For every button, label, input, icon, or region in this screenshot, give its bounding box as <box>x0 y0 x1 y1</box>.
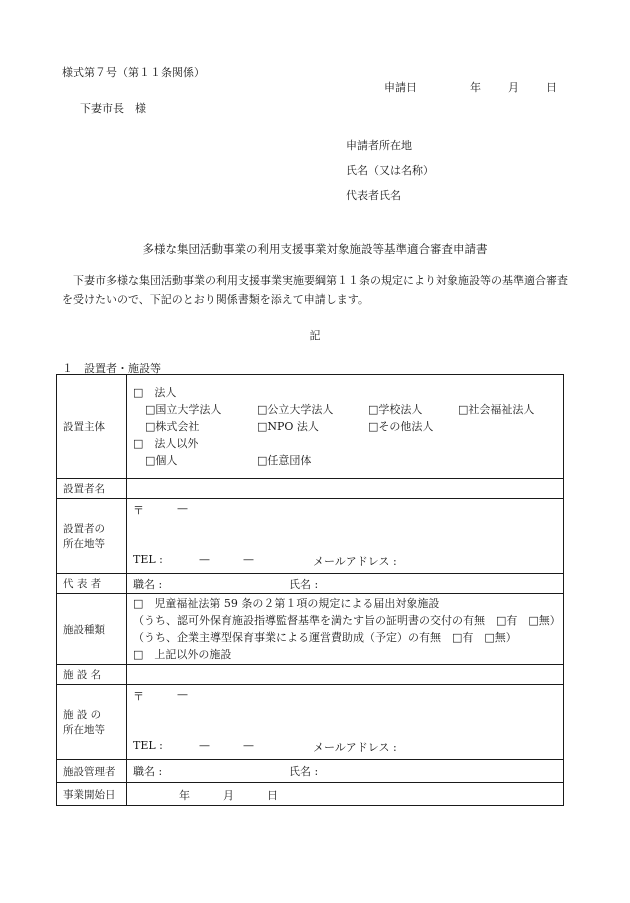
option-npo[interactable]: □NPO 法人 <box>257 420 319 433</box>
email-label: メールアドレス : <box>313 554 397 568</box>
tel-label: TEL : <box>133 552 163 566</box>
option-social-welfare[interactable]: □社会福祉法人 <box>458 403 535 416</box>
setter-type-options <box>127 375 564 479</box>
setter-address-label-1: 設置者の <box>63 523 105 535</box>
document-title: 多様な集団活動事業の利用支援事業対象施設等基準適合審査申請書 <box>142 242 488 256</box>
option-individual[interactable]: □個人 <box>145 454 178 467</box>
row-facility-address <box>57 685 564 760</box>
ki-heading: 記 <box>309 329 321 342</box>
apply-date <box>384 79 557 95</box>
start-date-field[interactable] <box>127 783 564 806</box>
non-corp-checkbox[interactable]: □ 法人以外 <box>133 437 199 450</box>
start-month: 月 <box>223 789 234 802</box>
representative-label: 代 表 者 <box>57 574 127 594</box>
option-school-corp[interactable]: □学校法人 <box>368 403 423 416</box>
apply-date-label: 申請日 <box>384 81 417 94</box>
setter-address-label <box>57 499 127 574</box>
facility-manager-field[interactable] <box>127 760 564 783</box>
section-heading: １ 設置者・施設等 <box>62 362 161 375</box>
row-start-date <box>57 783 564 806</box>
row-facility-kind <box>57 594 564 665</box>
setter-name-field[interactable] <box>127 479 564 499</box>
facility-kind-options <box>127 594 564 665</box>
option-national-univ[interactable]: □国立大学法人 <box>145 403 222 416</box>
tel-dash-1: — <box>199 738 210 752</box>
kind-notified-facility[interactable]: □ 児童福祉法第 59 条の２第１項の規定による届出対象施設 <box>133 597 440 610</box>
facility-address-field[interactable] <box>127 685 564 760</box>
option-public-univ[interactable]: □公立大学法人 <box>257 403 334 416</box>
setter-address-label-2: 所在地等 <box>63 538 105 550</box>
row-facility-name <box>57 665 564 685</box>
manager-title-label: 職名 : <box>133 765 163 778</box>
manager-name-label: 氏名 : <box>289 765 319 778</box>
option-voluntary-group[interactable]: □任意団体 <box>257 454 312 467</box>
tel-dash-2: — <box>243 552 254 566</box>
kind-subsidy-line[interactable]: （うち、企業主導型保育事業による運営費助成（予定）の有無 □有 □無） <box>133 631 517 644</box>
facility-name-label: 施 設 名 <box>57 665 127 685</box>
row-setter-type <box>57 375 564 479</box>
rep-name-label: 氏名 : <box>289 577 319 591</box>
setter-address-field[interactable] <box>127 499 564 574</box>
facility-address-label <box>57 685 127 760</box>
facility-kind-label: 施設種類 <box>57 594 127 665</box>
start-year: 年 <box>179 789 190 802</box>
tel-dash-2: — <box>243 738 254 752</box>
application-form-table <box>56 374 564 806</box>
setter-type-label: 設置主体 <box>57 375 127 479</box>
body-text: 下妻市多様な集団活動事業の利用支援事業実施要綱第１１条の規定により対象施設等の基準適合審査を受けたいので、下記のとおり関係書類を添えて申請します。 <box>62 274 568 306</box>
facility-manager-label: 施設管理者 <box>57 760 127 783</box>
applicant-name-label: 氏名（又は名称） <box>346 164 434 177</box>
apply-month: 月 <box>508 81 519 94</box>
option-stock-company[interactable]: □株式会社 <box>145 420 200 433</box>
postal-dash: — <box>177 687 188 701</box>
corp-checkbox[interactable]: □ 法人 <box>133 386 177 399</box>
row-setter-address <box>57 499 564 574</box>
facility-address-label-1: 施 設 の <box>63 709 102 721</box>
tel-dash-1: — <box>199 552 210 566</box>
apply-year: 年 <box>470 81 481 94</box>
representative-field[interactable] <box>127 574 564 594</box>
start-day: 日 <box>267 789 278 802</box>
setter-name-label: 設置者名 <box>57 479 127 499</box>
postal-dash: — <box>177 501 188 515</box>
kind-certificate-line[interactable]: （うち、認可外保育施設指導監督基準を満たす旨の証明書の交付の有無 □有 □無） <box>133 614 561 627</box>
rep-title-label: 職名 : <box>133 577 163 591</box>
postal-mark: 〒 <box>133 689 144 703</box>
postal-mark: 〒 <box>133 503 144 517</box>
kind-other-facility[interactable]: □ 上記以外の施設 <box>133 648 232 661</box>
apply-day: 日 <box>546 81 557 94</box>
applicant-address-label: 申請者所在地 <box>346 139 412 152</box>
addressee: 下妻市長 様 <box>80 102 146 115</box>
row-representative <box>57 574 564 594</box>
facility-name-field[interactable] <box>127 665 564 685</box>
email-label: メールアドレス : <box>313 740 397 754</box>
start-date-label: 事業開始日 <box>57 783 127 806</box>
applicant-rep-label: 代表者氏名 <box>346 189 401 202</box>
row-setter-name <box>57 479 564 499</box>
facility-address-label-2: 所在地等 <box>63 724 105 736</box>
option-other-corp[interactable]: □その他法人 <box>368 420 434 433</box>
form-number: 様式第７号（第１１条関係） <box>62 66 205 79</box>
tel-label: TEL : <box>133 738 163 752</box>
row-facility-manager <box>57 760 564 783</box>
